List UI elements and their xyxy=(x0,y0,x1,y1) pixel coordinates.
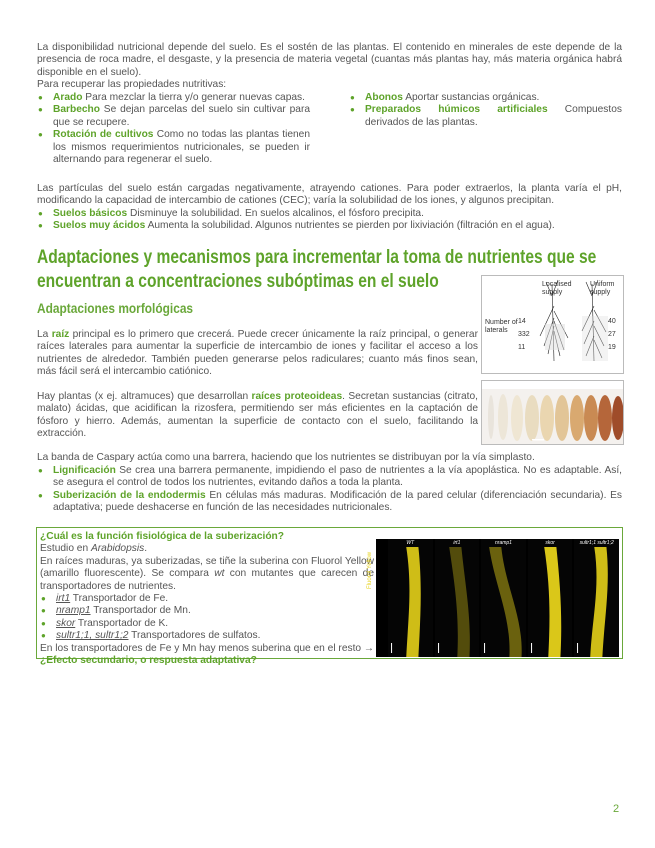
mutant-list xyxy=(40,593,374,643)
root-fluorescence xyxy=(528,547,573,657)
section-heading: Adaptaciones y mecanismos para incrementar la toma de nutrientes que se encuentran a concentraciones subóptimas en el suelo xyxy=(37,247,597,292)
uniform-supply-label: Uniform supply xyxy=(590,281,615,296)
list-item-text: Se crea una barrera permanente, impidiendo el paso de nutrientes a la vía apoplástica. No es adaptable. Así, se asegura el control de todos los nutrientes, evitando daños a toda la planta. xyxy=(53,465,622,489)
box-question: ¿Cuál es la función fisiológica de la suberización? xyxy=(40,531,284,542)
list-item xyxy=(37,465,622,490)
laterals-axis-label: Number of laterals xyxy=(485,319,518,334)
box-text xyxy=(40,531,374,667)
recover-list-right xyxy=(349,92,622,129)
list-item-term: Suberización de la endodermis xyxy=(53,489,206,501)
subsection-heading: Adaptaciones morfológicas xyxy=(37,300,194,316)
panel-label: WT xyxy=(406,540,415,546)
fluorescence-panel xyxy=(528,539,573,657)
box-description: En raíces maduras, ya suberizadas, se tiñe la suberina con Fluorol Yellow (amarillo fluorescente). Se compara wt con mutantes que carecen de transportadores de nutrientes. xyxy=(40,555,375,592)
list-item-text: Compuestos derivados de las plantas. xyxy=(365,104,622,128)
mutant-item xyxy=(40,605,374,617)
list-item-text: Aportar sustancias orgánicas. xyxy=(402,92,540,103)
proteoid-paragraph: Hay plantas (x ej. altramuces) que desarrollan raíces proteoideas. Secretan sustancias (citrato, malato) ácidas, que acidifican la rizosfera, permitiendo ser más eficientes en la captación de fósforo y hierro. Además, aumentan la superficie de contacto con el suelo, facilitando la extracción. xyxy=(37,391,479,440)
fluorescence-figure xyxy=(367,539,619,657)
list-item-term: Arado xyxy=(53,92,83,103)
list-item-term: Abonos xyxy=(365,92,403,103)
mutant-gene: sultr1;1, sultr1;2 xyxy=(56,630,129,642)
list-item xyxy=(37,490,622,515)
panel-label: skor xyxy=(545,540,555,546)
fluorescence-panel xyxy=(574,539,619,657)
caspary-text: La banda de Caspary actúa como una barrera, haciendo que los nutrientes se distribuyan por la vía simplasto. xyxy=(37,452,535,463)
list-item xyxy=(37,208,622,220)
mutant-gene: skor xyxy=(56,617,76,629)
fluorescence-panel xyxy=(388,539,433,657)
mutant-desc: Transportador de Fe. xyxy=(70,593,169,605)
list-item xyxy=(37,220,622,232)
root-fluorescence xyxy=(481,547,526,657)
cec-text: Las partículas del suelo están cargadas negativamente, atrayendo cationes. Para poder extraerlos, la planta varía el pH, modificando la capacidad de intercambio de cationes (CEC); varía la solubilidad de los iones, y algunos precipitan. xyxy=(37,183,622,207)
list-item-text: Aumenta la solubilidad. Algunos nutrientes se pierden por lixiviación (filtración en el agua). xyxy=(145,220,555,232)
recover-list-left xyxy=(37,92,310,166)
caspary-paragraph xyxy=(37,452,622,464)
lateral-count: 332 xyxy=(518,331,530,338)
soil-types-list xyxy=(37,208,622,233)
fluorol-yellow-label: Fluorol Yellow xyxy=(367,551,373,589)
list-item xyxy=(349,104,622,129)
mutant-item xyxy=(40,630,374,642)
intro-text: La disponibilidad nutricional depende del suelo. Es el sostén de las plantas. El contenido en minerales de este depende de la presencia de roca madre, el desgaste, y la presencia de materia vegetal (cuantas más plantas hay, más materia orgánica habrá disponible en el suelo). xyxy=(37,42,622,78)
mutant-desc: Transportador de K. xyxy=(75,617,169,629)
lateral-roots-figure xyxy=(481,275,624,374)
mutant-gene: nramp1 xyxy=(56,605,91,617)
lateral-count: 40 xyxy=(608,318,616,325)
list-item xyxy=(349,92,622,104)
cec-paragraph xyxy=(37,183,622,208)
root-fluorescence xyxy=(574,547,619,657)
proteoid-roots-photo xyxy=(482,381,624,445)
mutant-desc: Transportador de Mn. xyxy=(90,605,191,617)
mutant-item xyxy=(40,618,374,630)
box-conclusion: En los transportadores de Fe y Mn hay menos suberina que en el resto → xyxy=(40,642,375,654)
lateral-count: 19 xyxy=(608,344,616,351)
list-item-text: Para mezclar la tierra y/o generar nuevas capas. xyxy=(82,92,305,103)
list-item xyxy=(37,92,310,104)
box-study: Estudio en Arabidopsis. xyxy=(40,543,148,555)
list-item-text: Se dejan parcelas del suelo sin cultivar para que se recupere. xyxy=(53,104,310,128)
intro-paragraph xyxy=(37,42,622,92)
recover-intro: Para recuperar las propiedades nutritivas: xyxy=(37,79,227,91)
root-paragraph: La raíz principal es lo primero que crecerá. Puede crecer únicamente la raíz principal, o generar raíces laterales para aumentar la superficie de intercambio de iones y facilitar el acceso a los nutrientes de alrededor. También pueden generarse pelos radiculares; cuanto más finos sean, más fácil será el intercambio catiónico. xyxy=(37,329,478,378)
list-item-term: Suelos muy ácidos xyxy=(53,220,146,232)
mutant-item xyxy=(40,593,374,605)
root-fluorescence xyxy=(435,547,480,657)
lateral-count: 11 xyxy=(518,344,526,351)
list-item xyxy=(37,129,310,166)
list-item-term: Preparados húmicos artificiales xyxy=(365,104,548,116)
root-fluorescence xyxy=(388,547,433,657)
list-item-term: Lignificación xyxy=(53,465,116,476)
panel-label: irt1 xyxy=(453,540,461,546)
panel-label: sultr1;1 sultr1;2 xyxy=(579,540,614,546)
mutant-gene: irt1 xyxy=(56,593,71,605)
lateral-count: 27 xyxy=(608,331,616,338)
box-final-question: ¿Efecto secundario, o respuesta adaptativa? xyxy=(40,655,257,667)
barrier-list xyxy=(37,465,622,515)
proteoid-roots-figure xyxy=(481,380,624,445)
list-item-term: Rotación de cultivos xyxy=(53,129,154,141)
list-item-term: Suelos básicos xyxy=(53,208,128,219)
fluorescence-panel xyxy=(481,539,526,657)
list-item-text: En células más maduras. Modificación de la pared celular (diferenciación secundaria). Es adaptativa; puede deshacerse en función de las necesidades nutricionales. xyxy=(53,489,622,514)
lateral-count: 14 xyxy=(518,318,526,325)
localised-supply-label: Localised supply xyxy=(542,281,572,296)
proteoid-term: raíces proteoideas xyxy=(251,391,343,402)
uniform-counts xyxy=(608,315,616,354)
fluorescence-panels xyxy=(388,539,619,657)
list-item xyxy=(37,104,310,129)
suberization-box xyxy=(36,527,623,667)
list-item-text: Disminuye la solubilidad. En suelos alcalinos, el fósforo precipita. xyxy=(127,208,424,219)
list-item-term: Barbecho xyxy=(53,104,100,116)
fluorescence-panel xyxy=(435,539,480,657)
localised-counts xyxy=(518,315,530,354)
page-number: 2 xyxy=(613,803,620,815)
panel-label: nramp1 xyxy=(495,540,512,546)
mutant-desc: Transportadores de sulfatos. xyxy=(128,630,261,642)
root-term: raíz xyxy=(51,329,70,340)
list-item-text: Como no todas las plantas tienen los mismos requerimientos nutricionales, se pueden ir alternando para regenerar el suelo. xyxy=(53,129,310,166)
